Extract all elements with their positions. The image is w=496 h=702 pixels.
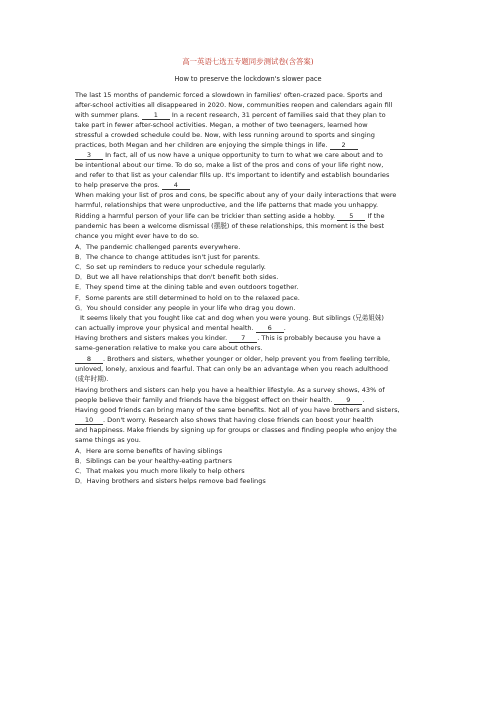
- text-segment: In a recent research, 31 percent of families said that they plan to: [169, 111, 386, 119]
- text-segment: people believe their family and friends have the biggest effect on their health.: [75, 396, 335, 404]
- text-line: [75, 140, 435, 150]
- text-line: [75, 242, 435, 252]
- text-segment: after-school activities all disappeared in 2020. Now, communities reopen and calendars again fill: [75, 101, 393, 109]
- text-segment: and refer to that list as your calendar fills up. It's important to identify and establish boundaries: [75, 171, 390, 179]
- text-line: [75, 90, 435, 100]
- text-segment: .: [283, 324, 286, 332]
- text-segment: B．The chance to change attitudes isn't just for parents.: [75, 253, 260, 261]
- text-line: [75, 110, 435, 120]
- text-segment: F．Some parents are still determined to hold on to the relaxed pace.: [75, 294, 300, 302]
- text-line: [75, 415, 435, 425]
- text-segment: pandemic has been a welcome dismissal (摆脱) of these relationships, this moment is the best: [75, 222, 385, 230]
- text-line: [75, 385, 435, 395]
- text-segment: Having good friends can bring many of the same benefits. Not all of you have brothers and sisters,: [75, 406, 400, 414]
- answer-blank[interactable]: 2: [330, 141, 358, 150]
- text-line: [75, 343, 435, 353]
- text-segment: to help preserve the pros.: [75, 181, 162, 189]
- text-line: [75, 456, 435, 466]
- text-segment: G．You should consider any people in your life who drag you down.: [75, 304, 296, 312]
- text-segment: D．Having brothers and sisters helps remove bad feelings: [75, 477, 266, 485]
- text-segment: (成年时期).: [75, 375, 109, 383]
- text-line: [75, 282, 435, 292]
- text-line: [75, 221, 435, 231]
- text-line: [75, 466, 435, 476]
- text-segment: The last 15 months of pandemic forced a slowdown in families' often-crazed pace. Sports and: [75, 91, 383, 99]
- text-line: [75, 252, 435, 262]
- text-segment: It seems likely that you fought like cat and dog when you were young. But siblings (兄弟姐妹): [80, 314, 384, 322]
- answer-blank[interactable]: 4: [162, 181, 190, 190]
- text-line: [75, 100, 435, 110]
- text-segment: chance you might ever have to do so.: [75, 232, 200, 240]
- text-line: [75, 354, 435, 364]
- text-line: [75, 190, 435, 200]
- text-line: [75, 231, 435, 241]
- text-line: [75, 130, 435, 140]
- answer-blank[interactable]: 3: [75, 151, 103, 160]
- text-segment: When making your list of pros and cons, be specific about any of your daily interactions that were: [75, 191, 397, 199]
- text-line: [75, 293, 435, 303]
- text-line: [75, 211, 435, 221]
- text-segment: . This is probably because you have a: [257, 334, 381, 342]
- text-line: [75, 120, 435, 130]
- answer-blank[interactable]: 10: [75, 416, 103, 425]
- text-segment: with summer plans.: [75, 111, 142, 119]
- text-segment: and happiness. Make friends by signing up for groups or classes and finding people who enjoy the: [75, 426, 397, 434]
- text-segment: same things as you.: [75, 436, 141, 444]
- answer-blank[interactable]: 8: [75, 355, 103, 364]
- text-segment: D．But we all have relationships that don't benefit both sides.: [75, 273, 279, 281]
- text-segment: A．Here are some benefits of having siblings: [75, 447, 223, 455]
- text-segment: Having brothers and sisters can help you have a healthier lifestyle. As a survey shows, 43% of: [75, 386, 385, 394]
- text-line: [75, 180, 435, 190]
- text-segment: . Don't worry. Research also shows that having close friends can boost your health: [103, 416, 374, 424]
- text-segment: In fact, all of us now have a unique opportunity to turn to what we care about and to: [103, 151, 383, 159]
- text-segment: C．So set up reminders to reduce your schedule regularly.: [75, 263, 266, 271]
- text-segment: stressful a crowded schedule could be. Now, with less running around to sports and singing: [75, 131, 375, 139]
- text-segment: . Brothers and sisters, whether younger or older, help prevent you from feeling terrible,: [103, 355, 391, 363]
- text-segment: Having brothers and sisters makes you kinder.: [75, 334, 230, 342]
- text-line: [75, 262, 435, 272]
- text-line: [75, 395, 435, 405]
- text-line: [80, 313, 440, 323]
- text-segment: B．Siblings can be your healthy-eating partners: [75, 457, 232, 465]
- text-segment: harmful, relationships that were unproductive, and the life patterns that made you unhappy.: [75, 201, 379, 209]
- answer-blank[interactable]: 5: [337, 212, 365, 221]
- text-segment: same-generation relative to make you care about others.: [75, 344, 263, 352]
- text-line: [75, 333, 435, 343]
- text-line: [75, 435, 435, 445]
- text-line: [75, 170, 435, 180]
- text-segment: If the: [365, 212, 385, 220]
- text-line: [75, 272, 435, 282]
- text-line: [75, 476, 435, 486]
- text-line: [75, 160, 435, 170]
- text-segment: can actually improve your physical and mental health.: [75, 324, 256, 332]
- text-line: [75, 446, 435, 456]
- text-segment: unloved, lonely, anxious and fearful. That can only be an advantage when you reach adulthood: [75, 365, 389, 373]
- text-segment: practices, both Megan and her children are enjoying the simple things in life.: [75, 141, 330, 149]
- answer-blank[interactable]: 7: [229, 334, 257, 343]
- article-title: How to preserve the lockdown's slower pace: [174, 75, 322, 83]
- document-title: 高一英语七选五专题同步测试卷(含答案): [182, 57, 314, 66]
- text-segment: be intentional about our time. To do so, make a list of the pros and cons of your life right now,: [75, 161, 384, 169]
- text-segment: Ridding a harmful person of your life can be trickier than setting aside a hobby.: [75, 212, 338, 220]
- text-line: [75, 150, 435, 160]
- text-line: [75, 303, 435, 313]
- text-segment: take part in fewer after-school activities. Megan, a mother of two teenagers, learned how: [75, 121, 368, 129]
- answer-blank[interactable]: 6: [256, 324, 284, 333]
- text-line: [75, 200, 435, 210]
- text-segment: C．That makes you much more likely to help others: [75, 467, 245, 475]
- text-line: [75, 323, 435, 333]
- text-line: [75, 364, 435, 374]
- text-line: [75, 405, 435, 415]
- text-segment: E．They spend time at the dining table and even outdoors together.: [75, 283, 299, 291]
- text-line: [75, 374, 435, 384]
- text-line: [75, 425, 435, 435]
- text-segment: .: [362, 396, 365, 404]
- text-segment: A．The pandemic challenged parents everywhere.: [75, 243, 241, 251]
- answer-blank[interactable]: 1: [142, 111, 170, 120]
- answer-blank[interactable]: 9: [334, 396, 362, 405]
